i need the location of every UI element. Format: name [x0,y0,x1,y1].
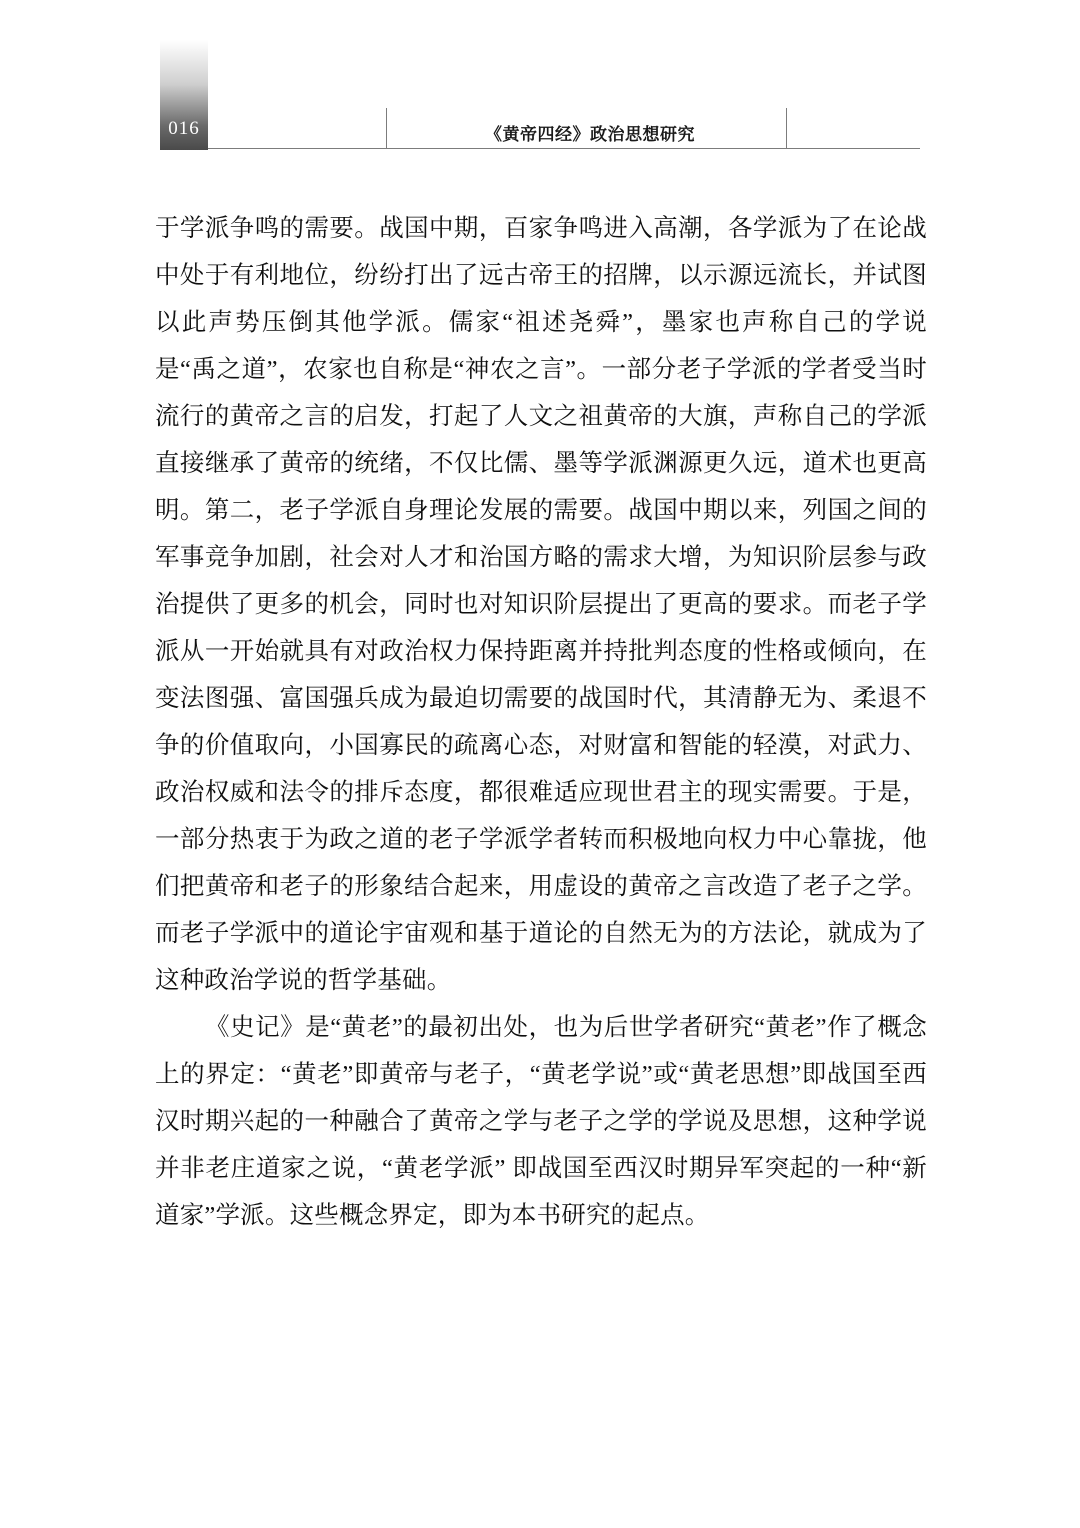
page-header [160,40,920,150]
header-divider-right [786,108,787,149]
paragraph: 于学派争鸣的需要。战国中期，百家争鸣进入高潮，各学派为了在论战中处于有利地位，纷纷打出了远古帝王的招牌，以示源远流长，并试图以此声势压倒其他学派。儒家“祖述尧舜”，墨家也声称自己的学说是“禹之道”，农家也自称是“神农之言”。一部分老子学派的学者受当时流行的黄帝之言的启发，打起了人文之祖黄帝的大旗，声称自己的学派直接继承了黄帝的统绪，不仅比儒、墨等学派渊源更久远，道术也更高明。第二，老子学派自身理论发展的需要。战国中期以来，列国之间的军事竞争加剧，社会对人才和治国方略的需求大增，为知识阶层参与政治提供了更多的机会，同时也对知识阶层提出了更高的要求。而老子学派从一开始就具有对政治权力保持距离并持批判态度的性格或倾向，在变法图强、富国强兵成为最迫切需要的战国时代，其清静无为、柔退不争的价值取向，小国寡民的疏离心态，对财富和智能的轻漠，对武力、政治权威和法令的排斥态度，都很难适应现世君主的现实需要。于是，一部分热衷于为政之道的老子学派学者转而积极地向权力中心靠拢，他们把黄帝和老子的形象结合起来，用虚设的黄帝之言改造了老子之学。而老子学派中的道论宇宙观和基于道论的自然无为的方法论，就成为了这种政治学说的哲学基础。 [155,215,927,994]
running-title: 《黄帝四经》政治思想研究 [485,125,695,144]
header-rule [208,148,920,149]
header-divider-left [386,108,387,149]
body-text [155,205,927,1239]
page-number: 016 [168,118,200,139]
paragraph: 《史记》是“黄老”的最初出处，也为后世学者研究“黄老”作了概念上的界定：“黄老”即黄帝与老子，“黄老学说”或“黄老思想”即战国至西汉时期兴起的一种融合了黄帝之学与老子之学的学说及思想，这种学说并非老庄道家之说，“黄老学派” 即战国至西汉时期异军突起的一种“新道家”学派。这些概念界定，即为本书研究的起点。 [155,1014,927,1229]
